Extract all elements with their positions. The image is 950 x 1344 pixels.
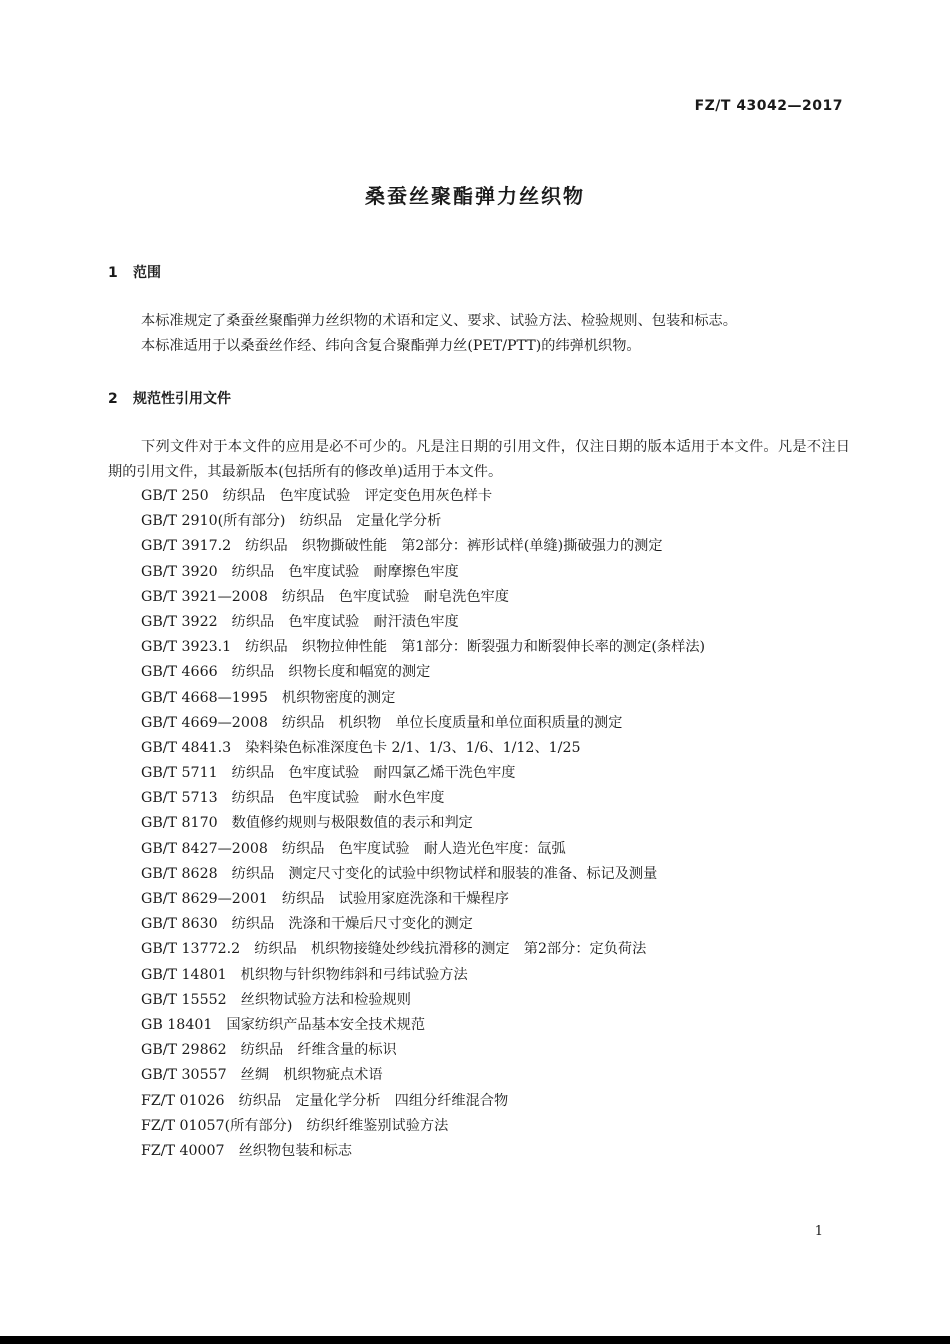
reference-title: 纺织品 纤维含量的标识	[240, 1042, 397, 1059]
reference-item	[141, 1089, 705, 1114]
reference-title: 纺织品 色牢度试验 耐汗渍色牢度	[231, 613, 459, 630]
scope-paragraph-2: 本标准适用于以桑蚕丝作经、纬向含复合聚酯弹力丝(PET/PTT)的纬弹机织物。	[141, 338, 641, 354]
section-1-number: 1	[108, 265, 118, 281]
reference-code: GB/T 8427—2008	[141, 840, 268, 857]
reference-title: 纺织品 定量化学分析 四组分纤维混合物	[238, 1092, 509, 1109]
reference-code: GB/T 4669—2008	[141, 714, 268, 731]
section-1-title: 范围	[133, 265, 161, 281]
reference-title: 机织物与针织物纬斜和弓纬试验方法	[240, 966, 468, 983]
reference-title: 纺织品 色牢度试验 耐人造光色牢度：氙弧	[281, 840, 566, 857]
reference-item	[141, 887, 705, 912]
reference-code: FZ/T 40007	[141, 1142, 225, 1159]
reference-title: 纺织品 色牢度试验 耐水色牢度	[231, 790, 445, 807]
reference-title: 纺织品 色牢度试验 耐四氯乙烯干洗色牢度	[231, 765, 516, 782]
reference-code: GB/T 5711	[141, 765, 218, 782]
reference-title: 丝织物试验方法和检验规则	[240, 991, 411, 1008]
scope-paragraph-1: 本标准规定了桑蚕丝聚酯弹力丝织物的术语和定义、要求、试验方法、检验规则、包装和标志。	[141, 313, 737, 329]
reference-code: FZ/T 01026	[141, 1092, 225, 1109]
reference-item	[141, 988, 705, 1013]
reference-code: GB/T 13772.2	[141, 941, 241, 958]
reference-title: 染料染色标准深度色卡 2/1、1/3、1/6、1/12、1/25	[245, 739, 581, 756]
reference-code: GB/T 8630	[141, 916, 218, 933]
reference-title: 纺织纤维鉴别试验方法	[306, 1117, 449, 1134]
reference-title: 国家纺织产品基本安全技术规范	[226, 1016, 426, 1033]
reference-item	[141, 686, 705, 711]
reference-item	[141, 811, 705, 836]
reference-title: 数值修约规则与极限数值的表示和判定	[231, 815, 473, 832]
document-title: 桑蚕丝聚酯弹力丝织物	[365, 184, 585, 208]
footer-rule	[0, 1336, 950, 1344]
reference-title: 纺织品 机织物接缝处纱线抗滑移的测定 第2部分：定负荷法	[254, 941, 647, 958]
reference-item	[141, 560, 705, 585]
reference-code: GB/T 4666	[141, 664, 218, 681]
reference-item	[141, 761, 705, 786]
reference-title: 纺织品 测定尺寸变化的试验中织物试样和服装的准备、标记及测量	[231, 865, 658, 882]
reference-title: 纺织品 织物撕破性能 第2部分：裤形试样(单缝)撕破强力的测定	[245, 538, 663, 555]
reference-item	[141, 937, 705, 962]
reference-code: GB/T 3921—2008	[141, 588, 268, 605]
reference-title: 纺织品 色牢度试验 耐摩擦色牢度	[231, 563, 459, 580]
reference-code: GB/T 3922	[141, 613, 218, 630]
reference-item	[141, 786, 705, 811]
reference-title: 丝织物包装和标志	[238, 1142, 353, 1159]
reference-code: GB/T 29862	[141, 1042, 227, 1059]
reference-title: 机织物密度的测定	[281, 689, 396, 706]
reference-title: 纺织品 织物拉伸性能 第1部分：断裂强力和断裂伸长率的测定(条样法)	[245, 639, 706, 656]
reference-item	[141, 1139, 705, 1164]
reference-item	[141, 912, 705, 937]
reference-item	[141, 484, 705, 509]
reference-item	[141, 963, 705, 988]
reference-title: 纺织品 洗涤和干燥后尺寸变化的测定	[231, 916, 473, 933]
reference-code: GB/T 4668—1995	[141, 689, 268, 706]
reference-item	[141, 1038, 705, 1063]
reference-item	[141, 660, 705, 685]
reference-code: GB/T 15552	[141, 991, 227, 1008]
reference-title: 纺织品 色牢度试验 耐皂洗色牢度	[281, 588, 509, 605]
reference-item	[141, 509, 705, 534]
reference-item	[141, 862, 705, 887]
page-number: 1	[814, 1224, 823, 1239]
reference-code: GB/T 8629—2001	[141, 891, 268, 907]
reference-title: 丝绸 机织物疵点术语	[240, 1067, 383, 1084]
reference-title: 纺织品 试验用家庭洗涤和干燥程序	[281, 891, 509, 907]
reference-item	[141, 837, 705, 862]
reference-code: GB/T 5713	[141, 790, 218, 807]
section-1-heading	[108, 262, 161, 282]
reference-title: 纺织品 织物长度和幅宽的测定	[231, 664, 431, 681]
reference-code: GB/T 8170	[141, 815, 218, 832]
reference-code: GB/T 250	[141, 488, 209, 504]
reference-item	[141, 585, 705, 610]
reference-code: FZ/T 01057(所有部分)	[141, 1117, 293, 1134]
section-2-number: 2	[108, 391, 118, 407]
reference-title: 纺织品 机织物 单位长度质量和单位面积质量的测定	[281, 714, 623, 731]
section-2-heading	[108, 388, 231, 408]
standard-number: FZ/T 43042—2017	[694, 98, 843, 114]
reference-code: GB 18401	[141, 1016, 213, 1033]
reference-item	[141, 1114, 705, 1139]
reference-item	[141, 635, 705, 660]
reference-item	[141, 1013, 705, 1038]
references-intro: 下列文件对于本文件的应用是必不可少的。凡是注日期的引用文件，仅注日期的版本适用于本文件。凡是不注日期的引用文件，其最新版本(包括所有的修改单)适用于本文件。	[108, 439, 850, 480]
reference-item	[141, 1063, 705, 1088]
reference-code: GB/T 3917.2	[141, 538, 232, 555]
reference-title: 纺织品 色牢度试验 评定变色用灰色样卡	[222, 488, 493, 504]
reference-code: GB/T 2910(所有部分)	[141, 513, 286, 530]
reference-code: GB/T 14801	[141, 966, 227, 983]
reference-code: GB/T 3920	[141, 563, 218, 580]
reference-list	[141, 484, 705, 1164]
reference-item	[141, 610, 705, 635]
reference-item	[141, 736, 705, 761]
reference-item	[141, 711, 705, 736]
section-2-title: 规范性引用文件	[133, 391, 231, 407]
reference-code: GB/T 3923.1	[141, 639, 232, 656]
reference-code: GB/T 8628	[141, 865, 218, 882]
reference-code: GB/T 4841.3	[141, 739, 232, 756]
reference-code: GB/T 30557	[141, 1067, 227, 1084]
reference-title: 纺织品 定量化学分析	[299, 513, 442, 530]
reference-item	[141, 534, 705, 559]
